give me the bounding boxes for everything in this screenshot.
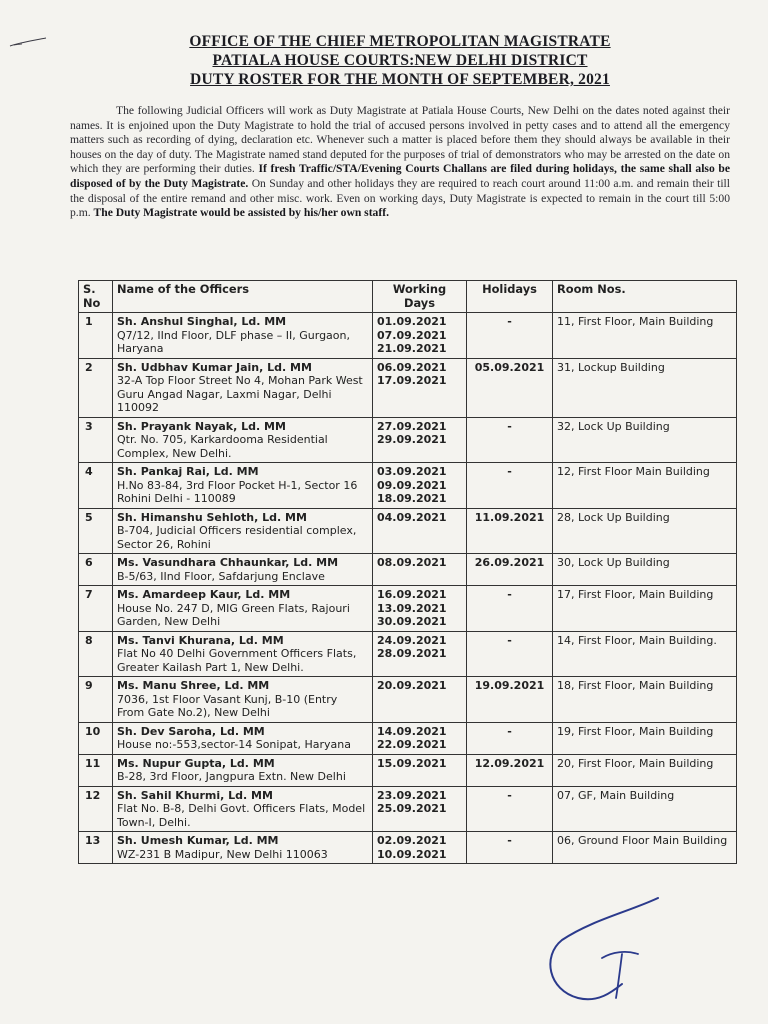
serial-number: 6 [79, 554, 113, 586]
working-days-cell [373, 463, 467, 509]
working-days-cell [373, 722, 467, 754]
room-cell [553, 313, 737, 359]
serial-number: 13 [79, 832, 113, 864]
serial-number: 4 [79, 463, 113, 509]
working-day: 28.09.2021 [377, 647, 447, 660]
working-day: 01.09.2021 [377, 315, 447, 328]
signature-scribble [540, 890, 680, 1010]
document-header [80, 32, 720, 89]
officer-address: Flat No. B-8, Delhi Govt. Officers Flats, Model Town-I, Delhi. [117, 802, 366, 829]
working-days-cell [373, 754, 467, 786]
officer-cell [113, 554, 373, 586]
serial-number: 3 [79, 417, 113, 463]
officer-cell [113, 508, 373, 554]
working-days-cell [373, 586, 467, 632]
working-day: 02.09.2021 [377, 834, 447, 847]
officer-address: House No. 247 D, MIG Green Flats, Rajouri Garden, New Delhi [117, 601, 350, 628]
officer-cell [113, 722, 373, 754]
pen-mark-icon [8, 36, 48, 50]
working-days-cell [373, 786, 467, 832]
officer-address: Flat No 40 Delhi Government Officers Flats, Greater Kailash Part 1, New Delhi. [117, 647, 357, 674]
table-row [79, 754, 737, 786]
working-day: 29.09.2021 [377, 433, 447, 446]
serial-number: 8 [79, 631, 113, 677]
room-number: 19, First Floor, Main Building [557, 724, 714, 738]
working-day: 08.09.2021 [377, 556, 447, 569]
header-working-days: Working Days [373, 281, 467, 313]
room-cell [553, 786, 737, 832]
room-cell [553, 358, 737, 417]
table-body [79, 313, 737, 864]
room-number: 28, Lock Up Building [557, 510, 670, 524]
table-row [79, 417, 737, 463]
room-number: 07, GF, Main Building [557, 788, 675, 802]
holiday-cell: - [467, 786, 553, 832]
working-days-cell [373, 631, 467, 677]
officer-name: Sh. Prayank Nayak, Ld. MM [117, 419, 286, 433]
holiday-cell: - [467, 832, 553, 864]
officer-name: Ms. Amardeep Kaur, Ld. MM [117, 588, 291, 601]
working-day: 21.09.2021 [377, 342, 447, 355]
working-day: 16.09.2021 [377, 588, 447, 601]
room-number: 31, Lockup Building [557, 360, 665, 374]
officer-name: Sh. Anshul Singhal, Ld. MM [117, 315, 287, 328]
officer-address: H.No 83-84, 3rd Floor Pocket H-1, Sector 16 Rohini Delhi - 110089 [117, 478, 358, 505]
working-days-cell [373, 313, 467, 359]
officer-name: Sh. Pankaj Rai, Ld. MM [117, 465, 259, 478]
officer-address: House no:-553,sector-14 Sonipat, Haryana [117, 738, 351, 751]
officer-cell [113, 631, 373, 677]
room-number: 17, First Floor, Main Building [557, 588, 714, 601]
holiday-cell: - [467, 417, 553, 463]
working-days-cell [373, 508, 467, 554]
room-cell [553, 554, 737, 586]
room-cell [553, 586, 737, 632]
table-row [79, 463, 737, 509]
serial-number: 2 [79, 358, 113, 417]
working-day: 25.09.2021 [377, 802, 447, 815]
room-number: 18, First Floor, Main Building [557, 679, 714, 692]
working-day: 15.09.2021 [377, 756, 447, 770]
instructions-paragraph [70, 104, 730, 221]
working-day: 07.09.2021 [377, 328, 447, 342]
office-title: OFFICE OF THE CHIEF METROPOLITAN MAGISTRATE [189, 33, 611, 50]
room-cell [553, 677, 737, 723]
working-days-cell [373, 358, 467, 417]
header-room: Room Nos. [553, 281, 737, 313]
working-day: 30.09.2021 [377, 615, 447, 628]
holiday-cell: - [467, 313, 553, 359]
working-day: 20.09.2021 [377, 679, 447, 692]
serial-number: 12 [79, 786, 113, 832]
officer-address: 7036, 1st Floor Vasant Kunj, B-10 (Entry From Gate No.2), New Delhi [117, 692, 338, 719]
officer-cell [113, 313, 373, 359]
holiday-cell: - [467, 586, 553, 632]
room-number: 20, First Floor, Main Building [557, 756, 714, 770]
table-row [79, 722, 737, 754]
room-cell [553, 417, 737, 463]
holiday-cell: - [467, 722, 553, 754]
header-holidays: Holidays [467, 281, 553, 313]
serial-number: 7 [79, 586, 113, 632]
working-days-cell [373, 832, 467, 864]
officer-cell [113, 677, 373, 723]
working-days-cell [373, 417, 467, 463]
working-days-cell [373, 554, 467, 586]
officer-address: Q7/12, IInd Floor, DLF phase – II, Gurgaon, Haryana [117, 328, 350, 355]
working-day: 24.09.2021 [377, 633, 447, 647]
table-row [79, 586, 737, 632]
officer-name: Ms. Tanvi Khurana, Ld. MM [117, 633, 284, 647]
serial-number: 11 [79, 754, 113, 786]
roster-title: DUTY ROSTER FOR THE MONTH OF SEPTEMBER, 2021 [190, 71, 610, 88]
room-number: 11, First Floor, Main Building [557, 315, 714, 328]
officer-name: Ms. Manu Shree, Ld. MM [117, 679, 270, 692]
officer-name: Ms. Vasundhara Chhaunkar, Ld. MM [117, 556, 339, 569]
room-cell [553, 508, 737, 554]
officer-cell [113, 358, 373, 417]
officer-cell [113, 786, 373, 832]
holiday-cell: - [467, 463, 553, 509]
working-day: 04.09.2021 [377, 510, 447, 524]
officer-name: Sh. Sahil Khurmi, Ld. MM [117, 788, 273, 802]
serial-number: 9 [79, 677, 113, 723]
working-day: 18.09.2021 [377, 492, 447, 505]
instructions-text-2: On Sunday and other holidays they are required to reach court around 11:00 a.m. and remain their till the disposal of the entire remand and other misc. work. Even on working days, Duty Magistrate is expected to remain in the court till 5:00 p.m. [70, 176, 730, 220]
duty-roster-table [78, 280, 737, 864]
working-day: 17.09.2021 [377, 374, 447, 387]
officer-cell [113, 586, 373, 632]
serial-number: 1 [79, 313, 113, 359]
table-row [79, 554, 737, 586]
officer-address: B-5/63, IInd Floor, Safdarjung Enclave [117, 569, 325, 583]
holiday-cell: 05.09.2021 [467, 358, 553, 417]
officer-name: Sh. Himanshu Sehloth, Ld. MM [117, 510, 307, 524]
officer-cell [113, 463, 373, 509]
officer-name: Sh. Umesh Kumar, Ld. MM [117, 834, 279, 847]
officer-name: Sh. Dev Saroha, Ld. MM [117, 724, 265, 738]
table-row [79, 631, 737, 677]
officer-address: 32-A Top Floor Street No 4, Mohan Park West Guru Angad Nagar, Laxmi Nagar, Delhi 110092 [117, 374, 363, 414]
working-day: 14.09.2021 [377, 724, 447, 738]
table-header-row [79, 281, 737, 313]
officer-cell [113, 832, 373, 864]
header-name: Name of the Officers [113, 281, 373, 313]
room-cell [553, 754, 737, 786]
working-day: 10.09.2021 [377, 847, 447, 861]
court-title: PATIALA HOUSE COURTS:NEW DELHI DISTRICT [212, 52, 588, 69]
serial-number: 5 [79, 508, 113, 554]
officer-address: B-704, Judicial Officers residential complex, Sector 26, Rohini [117, 524, 357, 551]
table-row [79, 313, 737, 359]
working-days-cell [373, 677, 467, 723]
officer-cell [113, 417, 373, 463]
holiday-cell: 19.09.2021 [467, 677, 553, 723]
table-row [79, 358, 737, 417]
holiday-cell: 11.09.2021 [467, 508, 553, 554]
serial-number: 10 [79, 722, 113, 754]
table-row [79, 677, 737, 723]
working-day: 09.09.2021 [377, 478, 447, 492]
working-day: 23.09.2021 [377, 788, 447, 802]
working-day: 27.09.2021 [377, 419, 447, 433]
table-row [79, 508, 737, 554]
room-number: 12, First Floor Main Building [557, 465, 710, 478]
working-day: 22.09.2021 [377, 738, 447, 751]
room-cell [553, 832, 737, 864]
header-sno: S. No [79, 281, 113, 313]
officer-address: WZ-231 B Madipur, New Delhi 110063 [117, 847, 328, 861]
officer-cell [113, 754, 373, 786]
table-row [79, 832, 737, 864]
holiday-cell: 26.09.2021 [467, 554, 553, 586]
room-number: 30, Lock Up Building [557, 556, 670, 569]
table-row [79, 786, 737, 832]
room-number: 14, First Floor, Main Building. [557, 633, 717, 647]
room-number: 32, Lock Up Building [557, 419, 670, 433]
room-cell [553, 463, 737, 509]
working-day: 06.09.2021 [377, 360, 447, 374]
instructions-bold-2: The Duty Magistrate would be assisted by his/her own staff. [93, 206, 389, 220]
room-cell [553, 722, 737, 754]
holiday-cell: - [467, 631, 553, 677]
officer-name: Ms. Nupur Gupta, Ld. MM [117, 756, 275, 770]
working-day: 03.09.2021 [377, 465, 447, 478]
working-day: 13.09.2021 [377, 601, 447, 615]
instructions-bold-1: If fresh Traffic/STA/Evening Courts Challans are filed during holidays, the same shall also be disposed of by the Duty Magistrate. [70, 162, 731, 190]
holiday-cell: 12.09.2021 [467, 754, 553, 786]
room-number: 06, Ground Floor Main Building [557, 834, 728, 847]
officer-address: Qtr. No. 705, Karkardooma Residential Complex, New Delhi. [117, 433, 328, 460]
officer-name: Sh. Udbhav Kumar Jain, Ld. MM [117, 360, 312, 374]
instructions-text-1: The following Judicial Officers will work as Duty Magistrate at Patiala House Courts, New Delhi on the dates noted against their names. It is enjoined upon the Duty Magistrate to hold the trial of accused persons involved in petty cases and to attend all the emergency matters such as recording of dying, declaration etc. Whenever such a matter is placed before them they should always be available in their houses on the day of duty. The Magistrate named stand deputed for the purposes of trial of demonstrators who may be arrested on the date on which they are performing their duties. [70, 104, 730, 176]
officer-address: B-28, 3rd Floor, Jangpura Extn. New Delhi [117, 770, 346, 783]
room-cell [553, 631, 737, 677]
